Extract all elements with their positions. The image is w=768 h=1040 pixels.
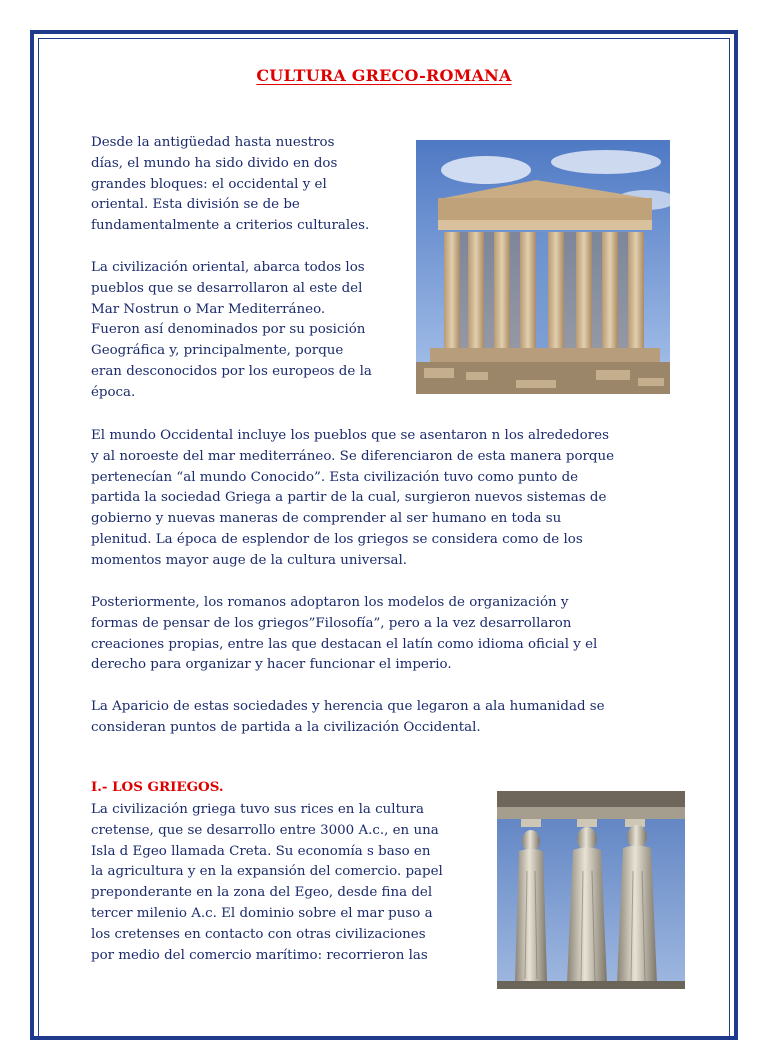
paragraph-occidental xyxy=(91,426,681,572)
text-line: cretense, que se desarrollo entre 3000 A.c., en una xyxy=(91,822,439,838)
text-line: La Aparicio de estas sociedades y herencia que legaron a ala humanidad se xyxy=(91,699,605,714)
paragraph-intro xyxy=(91,133,411,237)
text-line: oriental. Esta división se de be xyxy=(91,197,300,213)
paragraph-oriental xyxy=(91,258,411,404)
text-line: grandes bloques: el occidental y el xyxy=(91,176,327,192)
text-line: formas de pensar de los griegos”Filosofía”, pero a la vez desarrollaron xyxy=(91,615,572,631)
text-line: consideran puntos de partida a la civilización Occidental. xyxy=(91,719,481,735)
text-line: plenitud. La época de esplendor de los griegos se considera como de los xyxy=(91,531,583,547)
paragraph-herencia xyxy=(91,697,681,739)
paragraph-griegos xyxy=(91,800,491,966)
text-line: preponderante en la zona del Egeo, desde fina del xyxy=(91,885,433,901)
text-line: creaciones propias, entre las que destacan el latín como idioma oficial y el xyxy=(91,636,598,652)
text-line: la agricultura y en la expansión del comercio. papel xyxy=(91,864,443,880)
text-line: La civilización oriental, abarca todos los xyxy=(91,260,365,275)
text-line: eran desconocidos por los europeos de la xyxy=(91,363,372,379)
text-line: pertenecían “al mundo Conocido”. Esta civilización tuvo como punto de xyxy=(91,469,579,485)
text-line: por medio del comercio marítimo: recorrieron las xyxy=(91,947,428,963)
text-line: Desde la antigüedad hasta nuestros xyxy=(91,135,335,150)
text-line: derecho para organizar y hacer funcionar el imperio. xyxy=(91,657,452,673)
parthenon-photo xyxy=(416,140,670,394)
text-line: Mar Nostrun o Mar Mediterráneo. xyxy=(91,301,326,317)
text-line: los cretenses en contacto con otras civilizaciones xyxy=(91,926,426,942)
text-line: gobierno y nuevas maneras de comprender al ser humano en toda su xyxy=(91,511,562,527)
text-line: Fueron así denominados por su posición xyxy=(91,322,366,338)
text-line: y al noroeste del mar mediterráneo. Se diferenciaron de esta manera porque xyxy=(91,448,615,464)
text-line: días, el mundo ha sido divido en dos xyxy=(91,155,338,171)
text-line: momentos mayor auge de la cultura universal. xyxy=(91,552,408,568)
text-line: Posteriormente, los romanos adoptaron los modelos de organización y xyxy=(91,595,569,610)
text-line: fundamentalmente a criterios culturales. xyxy=(91,218,370,234)
text-line: Isla d Egeo llamada Creta. Su economía s baso en xyxy=(91,843,431,859)
document-title: CULTURA GRECO-ROMANA xyxy=(256,66,512,85)
paragraph-romanos xyxy=(91,593,681,676)
section-heading-griegos: I.- LOS GRIEGOS. xyxy=(91,779,224,795)
text-line: tercer milenio A.c. El dominio sobre el mar puso a xyxy=(91,905,433,921)
text-line: época. xyxy=(91,384,136,400)
text-line: La civilización griega tuvo sus rices en la cultura xyxy=(91,802,424,817)
text-line: Geográfica y, principalmente, porque xyxy=(91,343,344,359)
text-line: partida la sociedad Griega a partir de la cual, surgieron nuevos sistemas de xyxy=(91,490,607,506)
text-line: pueblos que se desarrollaron al este del xyxy=(91,280,363,296)
caryatids-photo xyxy=(497,791,685,989)
text-line: El mundo Occidental incluye los pueblos que se asentaron n los alrededores xyxy=(91,428,609,443)
